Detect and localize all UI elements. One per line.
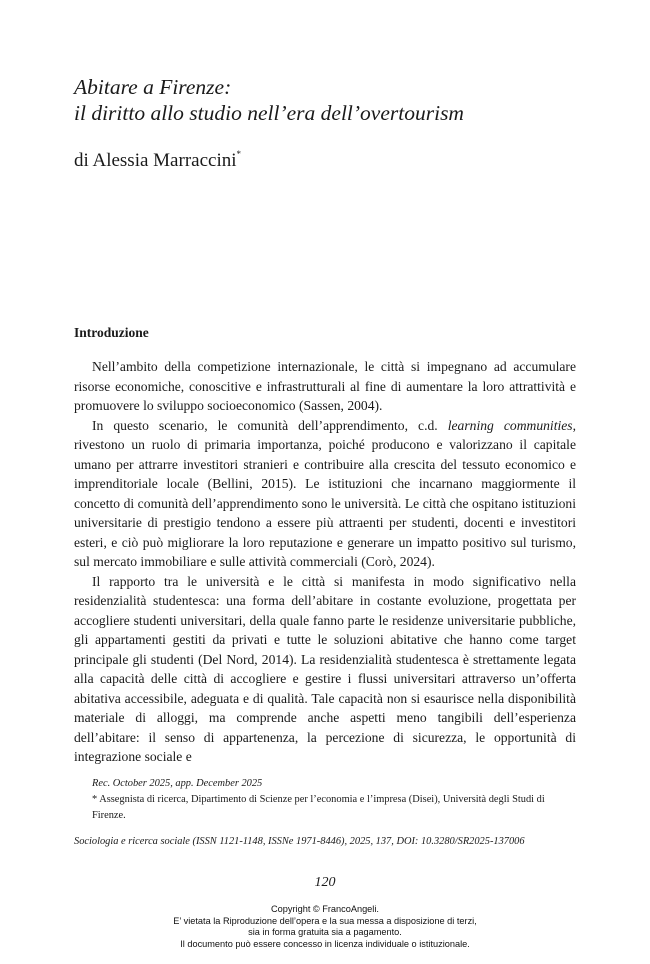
copyright-line-4: Il documento può essere concesso in licenza individuale o istituzionale. [180,938,470,949]
copyright-line-1: Copyright © FrancoAngeli. [271,904,379,914]
article-title-line2: il diritto allo studio nell’era dell’overtourism [74,101,464,125]
paragraph-3: Il rapporto tra le università e le città si manifesta in modo significativo nella residenzialità studentesca: una forma dell’abitare in costante evoluzione, progettata per accogliere studenti universitari, della quale fanno parte le residenze universitarie pubbliche, gli appartamenti gestiti da privati e tutte le soluzioni abitative che hanno come target principale gli studenti (Del Nord, 2014). La residenzialità studentesca è strettamente legata alla capacità delle città di accogliere e gestire i flussi universitari attraverso un’offerta abitativa accessibile, adeguata e di qualità. Tale capacità non si esaurisce nella disponibilità materiale di alloggi, ma comprende anche aspetti meno tangibili dell’esperienza dell’abitare: il senso di appartenenza, la percezione di sicurezza, le opportunità di integrazione sociale e [74,573,576,764]
body-text [74,357,576,767]
author-affiliation-footnote: * Assegnista di ricerca, Dipartimento di Scienze per l’economia e l’impresa (Disei), Università degli Studi di Firenze. [92,794,545,821]
footnotes [74,776,576,824]
paragraph-1: Nell’ambito della competizione internazionale, le città si impegnano ad accumulare risorse economiche, conoscitive e infrastrutturali al fine di aumentare la loro attrattività e promuovere lo sviluppo socioeconomico (Sassen, 2004). [74,359,576,413]
article-author [74,142,241,173]
copyright-notice [0,904,650,950]
article-title [74,74,594,126]
paragraph-2 [74,416,576,572]
copyright-line-2: E’ vietata la Riproduzione dell’opera e la sua messa a disposizione di terzi, [173,915,477,926]
page-number: 120 [314,875,336,890]
copyright-line-3: sia in forma gratuita sia a pagamento. [248,927,402,938]
article-title-line1: Abitare a Firenze: [74,75,232,99]
author-footnote-mark: * [236,149,242,159]
paragraph-2-text-a: In questo scenario, le comunità dell’apprendimento, c.d. [92,417,448,433]
author-name: di Alessia Marraccini [74,150,237,171]
paragraph-2-text-b: , rivestono un ruolo di primaria importanza, poiché producono e valorizzano il capitale umano per attrarre investitori stranieri e contribuire alla crescita del tessuto economico e imprenditoriale locale (Bellini, 2015). Le istituzioni che incarnano maggiormente il concetto di comunità dell’apprendimento sono le università. Le città che ospitano istituzioni universitarie di prestigio tendono a essere più attraenti per studenti, docenti e investitori esteri, e ciò può migliorare la loro reputazione e generare un impatto positivo sul turismo, sul mercato immobiliare e sulle attività commerciali (Corò, 2024). [74,417,576,569]
paragraph-2-emphasis: learning communities [447,417,573,433]
section-heading: Introduzione [74,325,149,340]
received-accepted-note: Rec. October 2025, app. December 2025 [92,778,263,789]
journal-citation: Sociologia e ricerca sociale (ISSN 1121-1148, ISSNe 1971-8446), 2025, 137, DOI: 10.3280/SR2025-137006 [74,836,525,847]
